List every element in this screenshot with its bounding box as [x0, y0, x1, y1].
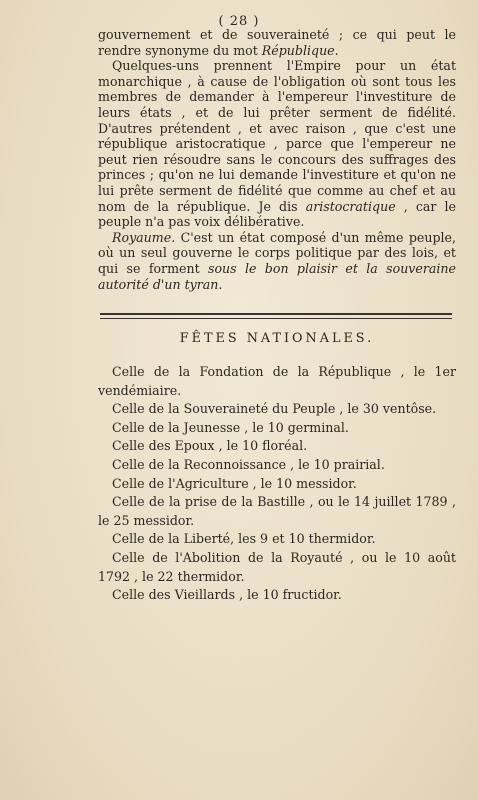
paragraph-1-emphasis: République	[261, 42, 335, 58]
body-text	[98, 27, 456, 292]
paragraph-3-text: C'est un état composé d'un même peuple, où un seul gouverne le corps politique par des lois, et qui se forment	[98, 229, 456, 276]
fete-item: Celle de l'Abolition de la Royauté , ou le 10 août 1792 , le 22 thermidor.	[98, 549, 456, 584]
paragraph-1-text: gouvernement et de souveraineté ; ce qui peut le rendre synonyme du mot	[98, 27, 456, 58]
paragraph-3	[98, 230, 456, 292]
paragraph-2	[98, 58, 456, 230]
fete-item: Celle de la Fondation de la République , le 1er vendémiaire.	[98, 364, 456, 398]
page-number: ( 28 )	[218, 14, 260, 29]
fete-item: Celle des Epoux , le 10 floréal.	[112, 438, 308, 454]
section-title: FÊTES NATIONALES.	[179, 331, 375, 346]
fete-item: Celle de la prise de la Bastille , ou le 14 juillet 1789 , le 25 messidor.	[98, 494, 456, 528]
fetes-list	[98, 363, 456, 605]
divider-rule-thin	[100, 318, 452, 319]
fete-item: Celle de l'Agriculture , le 10 messidor.	[112, 475, 357, 491]
fete-item: Celle de la Liberté, les 9 et 10 thermidor.	[112, 531, 376, 547]
paragraph-2-text: Quelques-uns prennent l'Empire pour un état monarchique , à cause de l'obligation où sont tous les membres de demander à l'empereur l'investiture de leurs états , et de lui prêter serment de fidélité. D'autres prétendent , et avec raison , que c'est une république aristocratique , parce que l'empereur ne peut rien résoudre sans le concours des suffrages des princes ; qu'on ne lui demande l'investiture et qu'on ne lui prête serment de fidélité que comme au chef et au nom de la république. Je dis	[98, 58, 456, 214]
paragraph-1	[98, 27, 456, 58]
paragraph-3-end: .	[218, 276, 223, 292]
paragraph-3-emphasis: sous le bon plaisir et la souveraine autorité d'un tyran	[98, 260, 456, 292]
paragraph-2-end: , car le peuple n'a pas voix délibérative.	[98, 198, 456, 230]
divider-rule	[100, 313, 452, 315]
paragraph-2-emphasis: aristocratique	[305, 198, 396, 214]
fete-item: Celle des Vieillards , le 10 fructidor.	[112, 587, 342, 603]
fete-item: Celle de la Jeunesse , le 10 germinal.	[112, 419, 349, 435]
paragraph-3-lead: Royaume.	[112, 229, 176, 245]
fete-item: Celle de la Souveraineté du Peuple , le 30 ventôse.	[112, 401, 437, 417]
paragraph-1-end: .	[334, 42, 339, 58]
fete-item: Celle de la Reconnoissance , le 10 prairial.	[112, 456, 385, 472]
